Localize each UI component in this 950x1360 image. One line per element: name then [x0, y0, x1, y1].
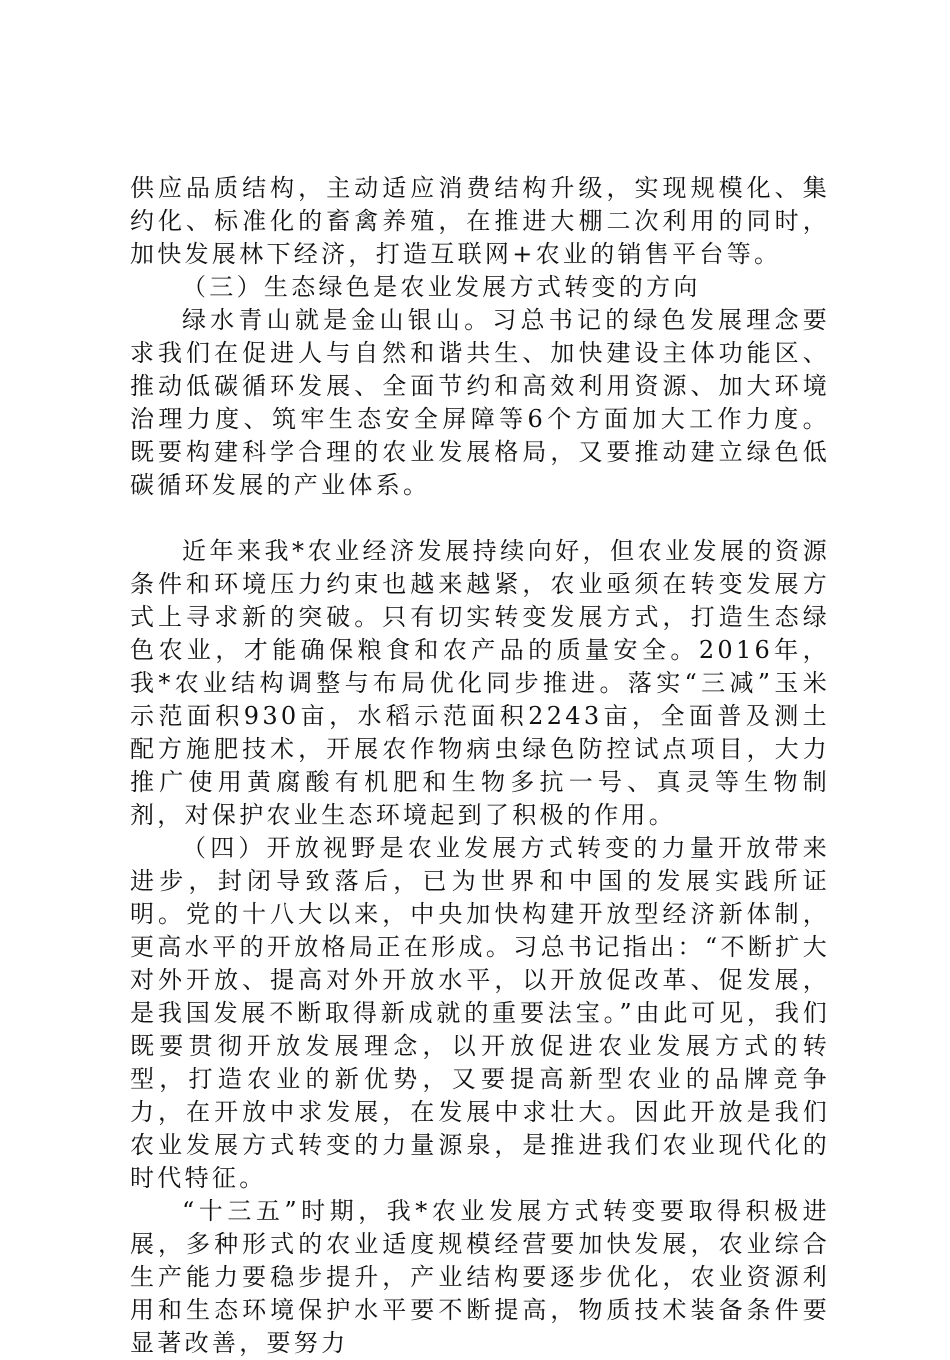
paragraph-recent-years: 近年来我*农业经济发展持续向好，但农业发展的资源条件和环境压力约束也越来越紧，农业亟须在转变发展方式上寻求新的突破。只有切实转变发展方式，打造生态绿色农业，才能确保粮食和农产品的质量安全。2016年，我*农业结构调整与布局优化同步推进。落实“三减”玉米示范面积930亩，水稻示范面积2243亩，全面普及测土配方施肥技术，开展农作物病虫绿色防控试点项目，大力推广使用黄腐酸有机肥和生物多抗一号、真灵等生物制剂，对保护农业生态环境起到了积极的作用。 — [130, 537, 830, 829]
paragraph-section-four: （四）开放视野是农业发展方式转变的力量开放带来进步，封闭导致落后，已为世界和中国的发展实践所证明。党的十八大以来，中央加快构建开放型经济新体制，更高水平的开放格局正在形成。习总书记指出：“不断扩大对外开放、提高对外开放水平，以开放促改革、促发展，是我国发展不断取得新成就的重要法宝。”由此可见，我们既要贯彻开放发展理念，以开放促进农业发展方式的转型，打造农业的新优势，又要提高新型农业的品牌竞争力，在开放中求发展，在发展中求壮大。因此开放是我们农业发展方式转变的力量源泉，是推进我们农业现代化的时代特征。 — [130, 834, 830, 1192]
paragraph-continuation: 供应品质结构，主动适应消费结构升级，实现规模化、集约化、标准化的畜禽养殖，在推进大棚二次利用的同时，加快发展林下经济，打造互联网+农业的销售平台等。 — [130, 174, 830, 268]
paragraph-spacer — [130, 502, 830, 535]
document-body — [130, 172, 830, 1360]
paragraph-thirteenth-five-year: “十三五”时期，我*农业发展方式转变要取得积极进展，多种形式的农业适度规模经营要加快发展，农业综合生产能力要稳步提升，产业结构要逐步优化，农业资源利用和生态环境保护水平要不断提高，物质技术装备条件要显著改善，要努力 — [130, 1197, 830, 1357]
section-heading-three: （三）生态绿色是农业发展方式转变的方向 — [182, 273, 701, 301]
paragraph-green-development: 绿水青山就是金山银山。习总书记的绿色发展理念要求我们在促进人与自然和谐共生、加快建设主体功能区、推动低碳循环发展、全面节约和高效利用资源、加大环境治理力度、筑牢生态安全屏障等6个方面加大工作力度。既要构建科学合理的农业发展格局，又要推动建立绿色低碳循环发展的产业体系。 — [130, 306, 830, 499]
